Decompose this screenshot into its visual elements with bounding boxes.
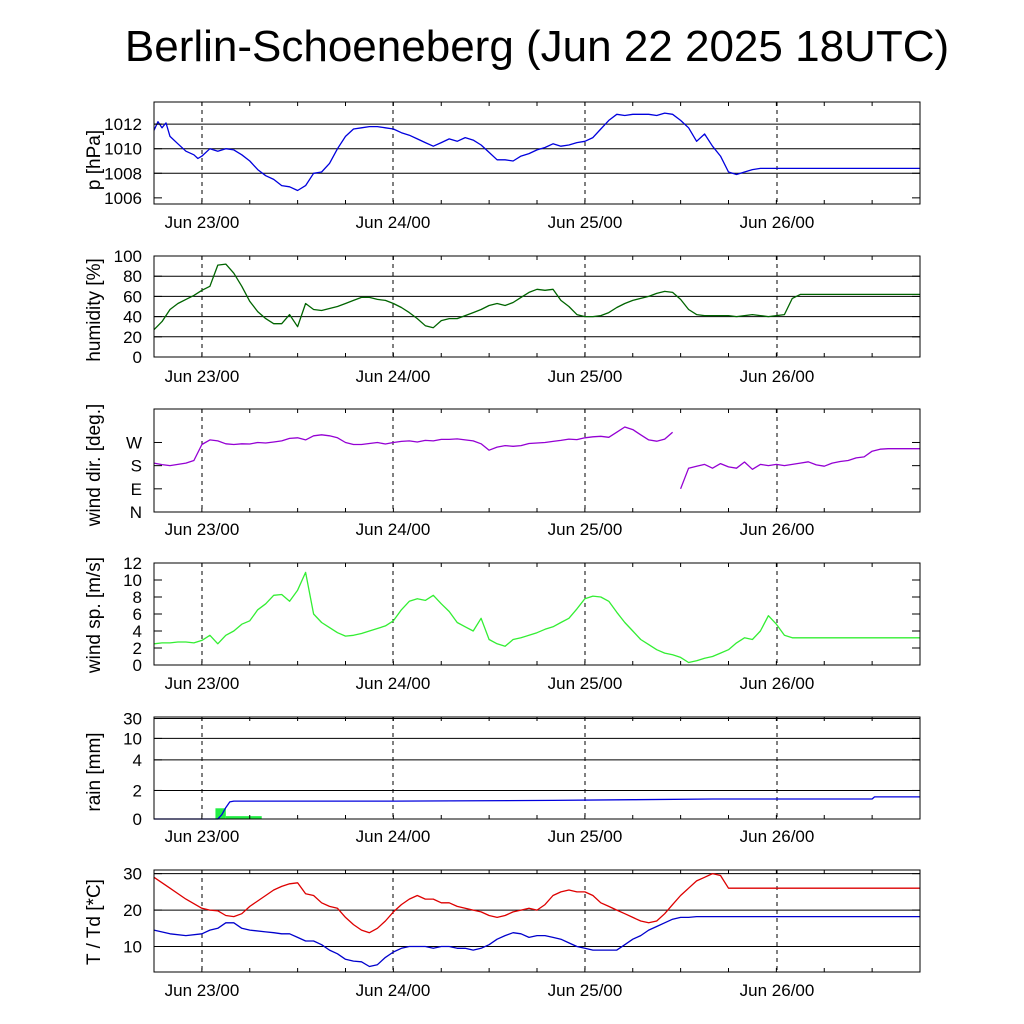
- plot-frame-1: [154, 256, 920, 357]
- ytick-label-0-0: 1006: [104, 188, 142, 208]
- series-line-5-0: [154, 874, 920, 933]
- ytick-label-5-2: 30: [123, 864, 142, 884]
- xtick-label-5-1: Jun 24/00: [355, 981, 431, 1000]
- ytick-label-1-1: 20: [123, 327, 142, 347]
- plot-frame-0: [154, 102, 920, 204]
- plot-frame-3: [154, 563, 920, 665]
- xtick-label-0-1: Jun 24/00: [355, 213, 431, 232]
- series-line-3-0: [154, 572, 920, 662]
- ytick-label-1-2: 40: [123, 307, 142, 327]
- ytick-label-3-5: 10: [123, 571, 142, 590]
- plot-frame-4: [154, 717, 920, 819]
- yaxis-label-4: rain [mm]: [84, 732, 105, 812]
- ytick-label-3-2: 4: [132, 622, 142, 641]
- ytick-label-4-4: 30: [123, 709, 142, 729]
- xtick-label-5-2: Jun 25/00: [547, 981, 623, 1000]
- ytick-label-3-6: 12: [123, 554, 142, 573]
- series-line-2-0: [154, 427, 920, 489]
- xtick-label-1-2: Jun 25/00: [547, 367, 623, 386]
- ytick-label-3-0: 0: [132, 656, 142, 675]
- yaxis-label-5: T / Td [*C]: [84, 879, 105, 965]
- ytick-label-1-4: 80: [123, 267, 142, 287]
- ytick-label-4-1: 2: [132, 781, 142, 801]
- ytick-label-1-0: 0: [132, 348, 142, 367]
- ytick-label-0-2: 1010: [104, 139, 142, 159]
- xtick-label-1-0: Jun 23/00: [164, 367, 240, 386]
- xtick-label-4-2: Jun 25/00: [547, 827, 623, 846]
- plot-frame-2: [154, 409, 920, 512]
- yaxis-label-1: humidity [%]: [84, 258, 105, 362]
- ytick-label-2-3: W: [125, 433, 142, 453]
- ytick-label-1-3: 60: [123, 287, 142, 307]
- xtick-label-0-2: Jun 25/00: [547, 213, 623, 232]
- ytick-label-4-2: 4: [132, 750, 142, 770]
- series-line-1-0: [154, 264, 920, 330]
- xtick-label-2-2: Jun 25/00: [547, 520, 623, 539]
- xtick-label-4-3: Jun 26/00: [739, 827, 815, 846]
- xtick-label-3-1: Jun 24/00: [355, 674, 431, 693]
- ytick-label-1-5: 100: [113, 247, 142, 266]
- xtick-label-4-1: Jun 24/00: [355, 827, 431, 846]
- series-line-0-0: [154, 113, 920, 190]
- xtick-label-2-0: Jun 23/00: [164, 520, 240, 539]
- xtick-label-5-3: Jun 26/00: [739, 981, 815, 1000]
- ytick-label-2-2: S: [130, 456, 142, 476]
- ytick-label-4-3: 10: [123, 729, 142, 749]
- page-title: Berlin-Schoeneberg (Jun 22 2025 18UTC): [124, 22, 950, 71]
- xtick-label-3-0: Jun 23/00: [164, 674, 240, 693]
- yaxis-label-2: wind dir. [deg.]: [84, 403, 105, 527]
- series-line-5-1: [154, 917, 920, 967]
- ytick-label-4-0: 0: [132, 810, 142, 829]
- ytick-label-5-0: 10: [123, 937, 142, 957]
- xtick-label-2-1: Jun 24/00: [355, 520, 431, 539]
- xtick-label-3-2: Jun 25/00: [547, 674, 623, 693]
- ytick-label-2-1: E: [130, 479, 142, 499]
- xtick-label-3-3: Jun 26/00: [739, 674, 815, 693]
- xtick-label-1-1: Jun 24/00: [355, 367, 431, 386]
- yaxis-label-0: p [hPa]: [84, 129, 105, 191]
- ytick-label-3-4: 8: [132, 588, 142, 607]
- xtick-label-0-0: Jun 23/00: [164, 213, 240, 232]
- ytick-label-0-3: 1012: [104, 115, 142, 135]
- xtick-label-4-0: Jun 23/00: [164, 827, 240, 846]
- plot-frame-5: [154, 870, 920, 972]
- ytick-label-5-1: 20: [123, 901, 142, 921]
- xtick-label-2-3: Jun 26/00: [739, 520, 815, 539]
- yaxis-label-3: wind sp. [m/s]: [84, 556, 105, 674]
- xtick-label-1-3: Jun 26/00: [739, 367, 815, 386]
- xtick-label-5-0: Jun 23/00: [164, 981, 240, 1000]
- ytick-label-2-0: N: [129, 503, 142, 522]
- xtick-label-0-3: Jun 26/00: [739, 213, 815, 232]
- ytick-label-3-1: 2: [132, 639, 142, 658]
- ytick-label-3-3: 6: [132, 605, 142, 624]
- ytick-label-0-1: 1008: [104, 164, 142, 184]
